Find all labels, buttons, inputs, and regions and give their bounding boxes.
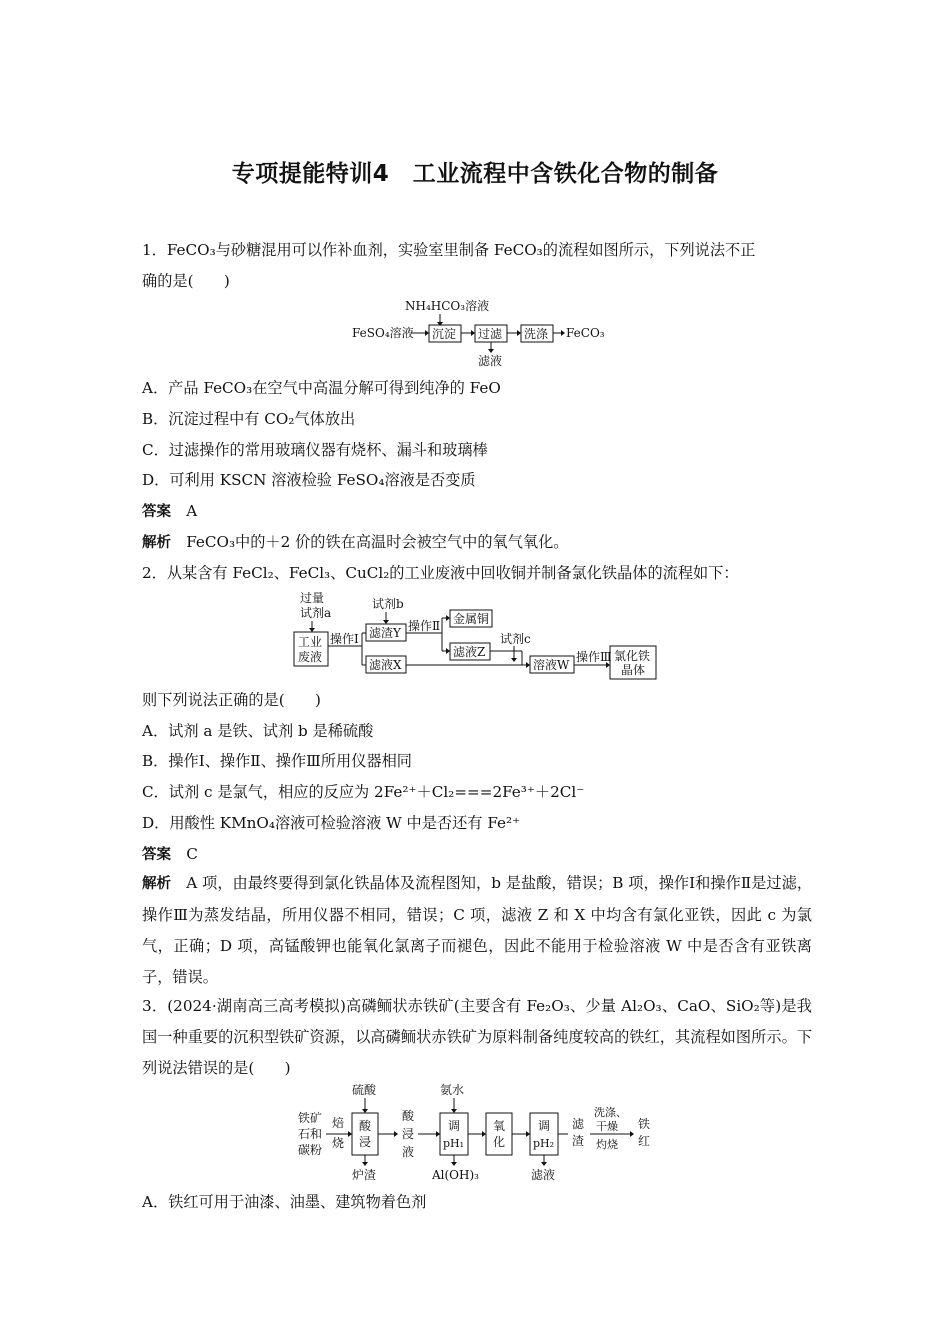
q1-box3-label: 洗涤: [524, 327, 549, 341]
q3-arrowhead-aloh: [451, 1162, 457, 1166]
q3-flow-diagram: [290, 1080, 670, 1185]
q1-analysis-row: [142, 532, 812, 553]
q1-box2-label: 过滤: [478, 327, 503, 341]
q1-arrowhead-4: [488, 349, 494, 353]
page-title: 专项提能特训4 工业流程中含铁化合物的制备: [231, 161, 719, 187]
q2-product-1: 氯化铁: [614, 649, 651, 663]
q3-arrowhead-6: [630, 1131, 634, 1137]
q2-question: 则下列说法正确的是( ): [142, 691, 321, 709]
q1-answer-label: 答案: [142, 504, 171, 520]
q1-arrowhead-2: [425, 330, 429, 336]
q3-arrowhead-1: [394, 1131, 398, 1137]
q2-answer: C: [186, 845, 198, 863]
q3-ph1-2: pH₁: [443, 1137, 465, 1150]
q3-arrowhead-2: [436, 1131, 440, 1137]
q2-flow-diagram: [292, 588, 662, 680]
q3-residue-2: 渣: [572, 1134, 585, 1148]
q1-output: FeCO₃: [566, 326, 605, 340]
q2-reagent-b: 试剂b: [372, 597, 404, 611]
q3-arrowhead-roast: [348, 1131, 352, 1137]
q3-acid: 硫酸: [352, 1083, 377, 1097]
q2-option-b: B．操作Ⅰ、操作Ⅱ、操作Ⅲ所用仪器相同: [142, 752, 412, 770]
q2-reagent-a-1: 过量: [300, 591, 325, 605]
q1-option-d: D．可利用 KSCN 溶液检验 FeSO₄溶液是否变质: [142, 471, 476, 489]
q3-stem: 3．(2024·湖南高三高考模拟)高磷鲕状赤铁矿(主要含有 Fe₂O₃、少量 Al₂O₃、CaO、SiO₂等)是我国一种重要的沉积型铁矿资源，以高磷鲕状赤铁矿为原料制备纯度较高的铁红，其流程如图所示。下列说法错误的是( ): [142, 997, 812, 1077]
q2-op3: 操作Ⅲ: [576, 650, 612, 664]
q3-arrowhead-slag: [362, 1162, 368, 1166]
q1-input: FeSO₄溶液: [352, 326, 414, 340]
q2-reagent-c: 试剂c: [500, 632, 531, 646]
q1-analysis: FeCO₃中的＋2 价的铁在高温时会被空气中的氧气氧化。: [186, 533, 569, 551]
q2-filtrate-z: 滤液Z: [453, 645, 486, 659]
q3-arrowhead-3: [482, 1131, 486, 1137]
q2-op1: 操作Ⅰ: [330, 632, 359, 646]
q3-ph1-1: 调: [448, 1119, 461, 1133]
q3-roast-1: 焙: [332, 1116, 345, 1130]
q3-product-2: 红: [638, 1134, 651, 1148]
q3-ore-3: 碳粉: [298, 1143, 323, 1157]
q1-option-c: C．过滤操作的常用玻璃仪器有烧杯、漏斗和玻璃棒: [142, 441, 488, 459]
q3-product-1: 铁: [638, 1117, 651, 1131]
q1-option-a: A．产品 FeCO₃在空气中高温分解可得到纯净的 FeO: [142, 379, 501, 397]
q3-ore-1: 铁矿: [298, 1111, 323, 1125]
q2-arrowhead-a: [309, 628, 315, 632]
q2-arrowhead-b: [383, 620, 389, 624]
q2-analysis-row: [142, 868, 812, 993]
q1-stem-line2: 确的是( ): [142, 272, 230, 290]
q3-arrowhead-4: [526, 1131, 530, 1137]
q1-box1-label: 沉淀: [432, 327, 457, 341]
q2-option-a: A．试剂 a 是铁、试剂 b 是稀硫酸: [142, 722, 374, 740]
q1-arrowhead-6: [561, 330, 565, 336]
q3-ox-1: 氧: [493, 1119, 506, 1133]
q1-arrowhead-5: [517, 330, 521, 336]
q2-option-d: D．用酸性 KMnO₄溶液可检验溶液 W 中是否还有 Fe²⁺: [142, 814, 521, 832]
q3-filtrate: 滤液: [531, 1168, 556, 1182]
q3-ammonia: 氨水: [440, 1083, 465, 1097]
q3-slag: 炉渣: [352, 1168, 377, 1182]
q2-filtrate-x: 滤液X: [369, 658, 402, 672]
q2-copper: 金属铜: [453, 612, 490, 626]
q3-leach-2: 浸: [359, 1135, 372, 1149]
q1-top-reagent: NH₄HCO₃溶液: [405, 299, 490, 313]
q1-answer-row: [142, 501, 812, 522]
q2-option-c: C．试剂 c 是氯气，相应的反应为 2Fe²⁺＋Cl₂===2Fe³⁺＋2Cl⁻: [142, 783, 585, 801]
q2-analysis-label: 解析: [142, 876, 172, 892]
q1-stem-line1: 1．FeCO₃与砂糖混用可以作补血剂，实验室里制备 FeCO₃的流程如图所示，下列说法不正: [142, 241, 756, 259]
q3-wash-2: 干燥: [596, 1120, 618, 1133]
q1-arrowhead-3: [471, 330, 475, 336]
q2-op2: 操作Ⅱ: [408, 619, 441, 633]
q2-arrowhead-w: [526, 662, 530, 668]
q3-option-a: A．铁红可用于油漆、油墨、建筑物着色剂: [142, 1193, 427, 1211]
q1-flow-diagram: [350, 296, 605, 368]
q3-leachate-1: 酸: [402, 1109, 415, 1123]
q3-ph2-2: pH₂: [533, 1137, 555, 1150]
q3-calcine: 灼烧: [596, 1138, 618, 1151]
q2-answer-label: 答案: [142, 847, 171, 863]
q2-waste-2: 废液: [298, 650, 323, 664]
q3-wash-1: 洗涤、: [594, 1106, 627, 1119]
q3-arrowhead-filtrate: [541, 1162, 547, 1166]
q3-aloh: Al(OH)₃: [432, 1168, 479, 1182]
q1-analysis-label: 解析: [142, 535, 171, 551]
q3-ore-2: 石和: [298, 1127, 323, 1141]
q3-arrowhead-ammonia: [451, 1109, 457, 1113]
q2-answer-row: [142, 844, 812, 865]
q3-ox-2: 化: [493, 1135, 506, 1149]
q3-leach-1: 酸: [359, 1119, 372, 1133]
q2-stem: 2．从某含有 FeCl₂、FeCl₃、CuCl₂的工业废液中回收铜并制备氯化铁晶体的流程如下：: [142, 564, 739, 582]
q3-roast-2: 烧: [332, 1136, 345, 1150]
q2-arrowhead-c: [511, 658, 517, 662]
q3-ph2-1: 调: [538, 1119, 551, 1133]
q2-arrowhead-z: [446, 648, 450, 654]
q1-bottom: 滤液: [478, 354, 503, 368]
q1-answer: A: [186, 502, 198, 520]
q3-leachate-2: 浸: [402, 1127, 415, 1141]
q2-product-2: 晶体: [621, 663, 646, 677]
q2-waste-1: 工业: [298, 635, 323, 649]
q2-reagent-a-2: 试剂a: [300, 606, 332, 620]
q3-leachate-3: 液: [402, 1145, 415, 1159]
q2-analysis: A 项，由最终要得到氯化铁晶体及流程图知，b 是盐酸，错误；B 项，操作Ⅰ和操作Ⅱ是过滤，操作Ⅲ为蒸发结晶，所用仪器不相同，错误；C 项，滤液 Z 和 X 中均含有氯化亚铁，因此 c 为氯气，正确；D 项，高锰酸钾也能氧化氯离子而褪色，因此不能用于检验溶液 W 中是否含有亚铁离子，错误。: [142, 874, 813, 986]
q2-residue-y: 滤渣Y: [369, 626, 401, 640]
q2-arrowhead-cu: [446, 615, 450, 621]
q2-solution-w: 溶液W: [533, 658, 570, 672]
q3-residue-1: 滤: [572, 1117, 585, 1131]
q3-arrowhead-acid: [362, 1109, 368, 1113]
q1-option-b: B．沉淀过程中有 CO₂气体放出: [142, 410, 356, 428]
